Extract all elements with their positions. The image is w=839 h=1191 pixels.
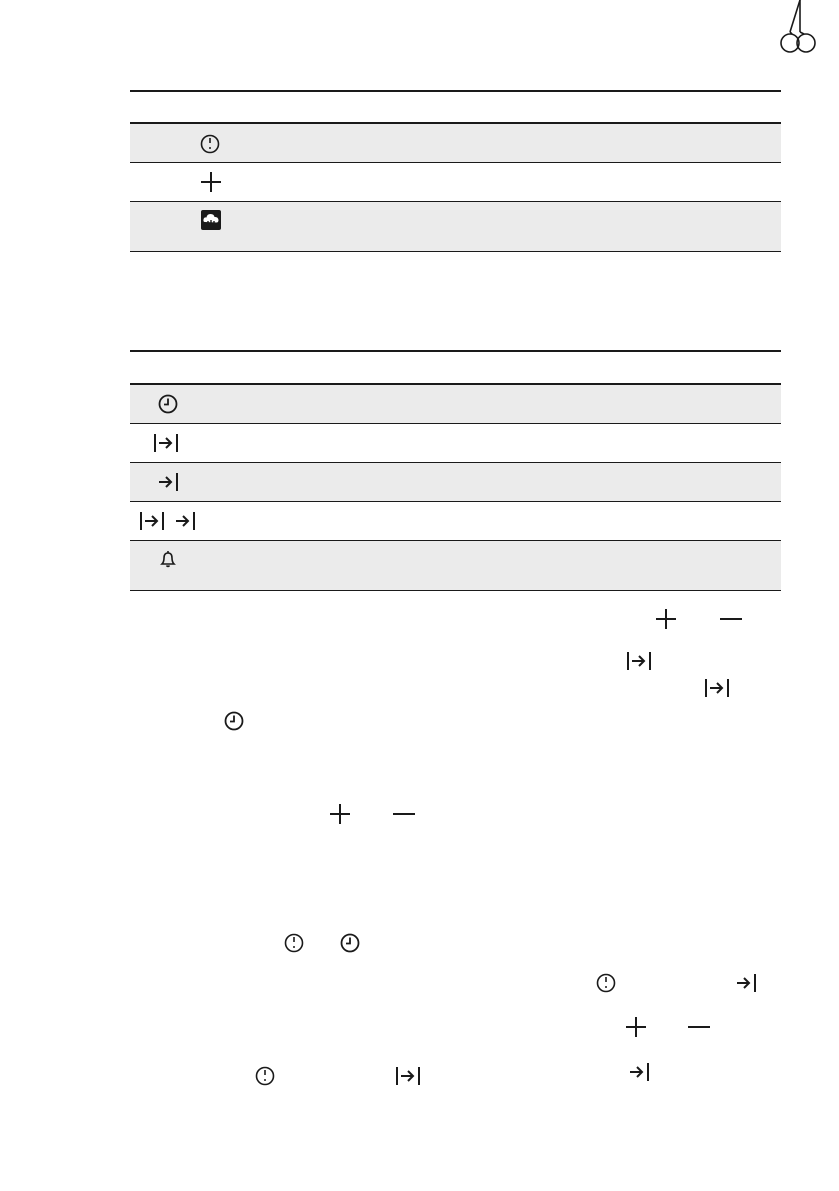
display-symbols-table xyxy=(130,90,781,252)
table-row xyxy=(130,424,781,463)
duration-icon xyxy=(627,651,652,671)
table-row xyxy=(130,541,781,591)
clock-dotted-icon xyxy=(596,973,616,993)
scissors-icon xyxy=(779,0,819,64)
table-row xyxy=(130,163,781,202)
clock-time-icon xyxy=(224,711,244,731)
table-row xyxy=(130,463,781,502)
plus-icon xyxy=(626,1017,646,1037)
table-row xyxy=(130,124,781,163)
minute-minder-bell-icon xyxy=(157,548,179,570)
plus-icon xyxy=(200,171,222,193)
time-delay-icon xyxy=(138,510,198,532)
clock-dotted-icon xyxy=(199,133,221,155)
minus-icon xyxy=(688,1017,710,1037)
table-row xyxy=(130,385,781,424)
table-row xyxy=(130,202,781,252)
end-icon xyxy=(156,471,180,493)
clock-time-icon xyxy=(340,933,360,953)
table-row xyxy=(130,502,781,541)
minus-icon xyxy=(393,804,415,824)
table-header-row xyxy=(130,92,781,124)
end-icon xyxy=(629,1062,650,1082)
clock-dotted-icon xyxy=(284,933,304,953)
plus-icon xyxy=(330,804,350,824)
clock-time-icon xyxy=(157,393,179,415)
steam-icon xyxy=(200,209,222,231)
duration-icon xyxy=(152,432,180,454)
end-icon xyxy=(736,973,757,993)
duration-icon xyxy=(705,678,730,698)
clock-dotted-icon xyxy=(255,1066,275,1086)
plus-icon xyxy=(656,609,676,629)
minus-icon xyxy=(720,609,742,629)
duration-icon xyxy=(396,1066,421,1086)
table-header-row xyxy=(130,352,781,385)
clock-functions-table xyxy=(130,350,781,591)
